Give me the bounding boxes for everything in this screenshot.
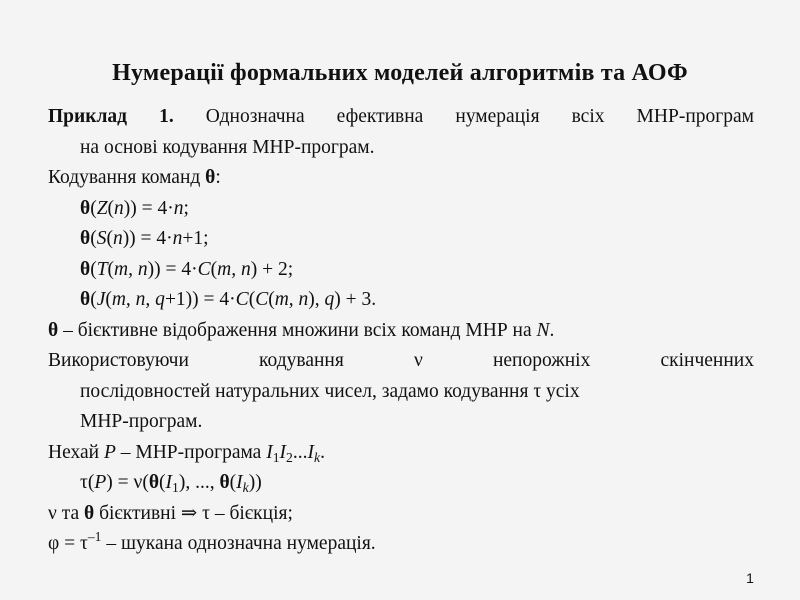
formula-text: ( xyxy=(142,472,149,493)
formula-var: I xyxy=(165,472,173,493)
formula-text: ) + 3. xyxy=(334,289,377,310)
tau-symbol: τ xyxy=(533,380,542,402)
formula-s xyxy=(48,224,754,255)
formula-text: ... xyxy=(292,441,308,463)
nu-symbol: ν xyxy=(48,502,57,524)
formula-var: S xyxy=(96,228,107,249)
page-number: 1 xyxy=(746,570,754,586)
formula-text: ( xyxy=(159,472,166,493)
formula-text: ( xyxy=(107,197,115,219)
theta-symbol: θ xyxy=(84,502,95,524)
formula-var: q xyxy=(324,289,335,310)
let-text: Нехай xyxy=(48,441,104,463)
formula-text: ( xyxy=(106,228,113,249)
formula-text: )) = 4· xyxy=(123,197,174,219)
formula-sub: 2 xyxy=(286,449,293,465)
using-text: усіх xyxy=(546,380,580,402)
formula-j xyxy=(48,285,754,316)
formula-text: ) = xyxy=(106,472,134,493)
formula-text: = xyxy=(59,533,81,554)
formula-z xyxy=(48,194,754,225)
formula-var: J xyxy=(96,289,106,310)
coding-label: Кодування команд xyxy=(48,167,206,188)
formula-var: I xyxy=(307,441,314,463)
example-text-1: Однозначна ефективна нумерація всіх МНР-програм xyxy=(205,106,754,127)
bijection-line xyxy=(48,316,754,347)
formula-text: бієктивні xyxy=(94,502,181,524)
formula-text: )) xyxy=(248,472,262,493)
theta-symbol: θ xyxy=(148,472,160,493)
coding-colon: : xyxy=(215,167,221,188)
implies-arrow-icon: ⇒ xyxy=(180,502,198,524)
formula-var: T xyxy=(96,258,108,280)
formula-var: C xyxy=(197,258,211,280)
formula-text: ( xyxy=(90,228,97,249)
example-line-2: на основі кодування МНР-програм. xyxy=(80,136,375,158)
formula-text: ( xyxy=(90,258,97,280)
formula-var: C xyxy=(255,289,269,310)
slide-content xyxy=(48,102,754,560)
theta-symbol: θ xyxy=(219,472,230,493)
nu-symbol: ν xyxy=(133,472,143,493)
phi-line xyxy=(48,529,754,560)
formula-var: n xyxy=(173,197,184,219)
formula-var: I xyxy=(236,472,243,493)
coding-line xyxy=(48,163,754,194)
let-line xyxy=(48,438,754,469)
formula-text: ), ..., xyxy=(178,472,220,493)
formula-text: ( xyxy=(268,289,275,310)
formula-text: . xyxy=(320,441,325,463)
formula-text: +1; xyxy=(182,228,209,249)
formula-sup: –1 xyxy=(87,529,102,544)
tau-symbol: τ xyxy=(202,502,210,524)
formula-text: ( xyxy=(248,289,256,310)
formula-sub: k xyxy=(314,449,321,465)
page-title: Нумерації формальних моделей алгоритмів та АОФ xyxy=(112,60,688,86)
formula-text: ( xyxy=(229,472,237,493)
using-text: Використовуючи кодування xyxy=(48,350,414,371)
tau-symbol: τ xyxy=(80,533,88,554)
using-text: послідовностей натуральних чисел, задамо кодування xyxy=(80,380,534,402)
using-text: непорожніх скінченних xyxy=(492,350,754,371)
formula-sub: 1 xyxy=(172,480,179,495)
formula-text: ; xyxy=(183,197,189,219)
phi-symbol: φ xyxy=(48,533,60,554)
formula-t xyxy=(48,255,754,286)
theta-symbol: θ xyxy=(80,228,91,249)
example-line-1 xyxy=(48,102,754,133)
formula-var: m, n xyxy=(274,289,309,310)
formula-var: m, n xyxy=(217,258,251,280)
theta-symbol: θ xyxy=(80,258,91,280)
formula-text: ( xyxy=(87,472,95,493)
formula-var: Z xyxy=(96,197,108,219)
formula-var: P xyxy=(103,441,116,463)
formula-text: ( xyxy=(90,197,97,219)
formula-text: ( xyxy=(90,289,97,310)
formula-var: C xyxy=(235,289,249,310)
theta-symbol: θ xyxy=(80,289,91,310)
tau-formula xyxy=(48,468,754,499)
formula-text: та xyxy=(56,502,84,524)
formula-text: ) + 2; xyxy=(250,258,294,280)
formula-var: n xyxy=(172,228,183,249)
formula-text: )) = 4· xyxy=(147,258,198,280)
nu-symbol: ν xyxy=(413,350,423,371)
bijection2-line xyxy=(48,499,754,530)
bijection-text: – бієктивне відображення множини всіх команд МНР на xyxy=(58,319,537,341)
formula-var: I xyxy=(266,441,273,463)
formula-sub: 1 xyxy=(272,449,280,465)
theta-symbol: θ xyxy=(48,319,59,341)
formula-text: +1)) = 4· xyxy=(164,289,236,310)
using-line-1 xyxy=(48,346,754,377)
formula-var: m, n xyxy=(114,258,148,280)
theta-symbol: θ xyxy=(205,167,216,188)
formula-var: m, n, q xyxy=(111,289,165,310)
formula-var: P xyxy=(94,472,107,493)
using-line-3: МНР-програм. xyxy=(80,411,203,432)
formula-text: . xyxy=(549,319,555,341)
formula-sub: k xyxy=(242,480,249,495)
formula-text: ( xyxy=(105,289,112,310)
tau-symbol: τ xyxy=(80,472,88,493)
let-text: – МНР-програма xyxy=(115,441,267,463)
formula-text: ), xyxy=(308,289,325,310)
formula-text: ( xyxy=(210,258,218,280)
formula-var: n xyxy=(112,228,123,249)
set-n: N xyxy=(536,319,550,341)
formula-text: – бієкція; xyxy=(209,502,293,524)
formula-var: I xyxy=(279,441,287,463)
formula-text: )) = 4· xyxy=(122,228,173,249)
using-line-2 xyxy=(48,377,754,408)
example-label: Приклад 1. xyxy=(48,106,174,127)
formula-text: ( xyxy=(107,258,115,280)
formula-text: – шукана однозначна нумерація. xyxy=(101,533,376,554)
theta-symbol: θ xyxy=(80,197,91,219)
formula-var: n xyxy=(114,197,124,219)
